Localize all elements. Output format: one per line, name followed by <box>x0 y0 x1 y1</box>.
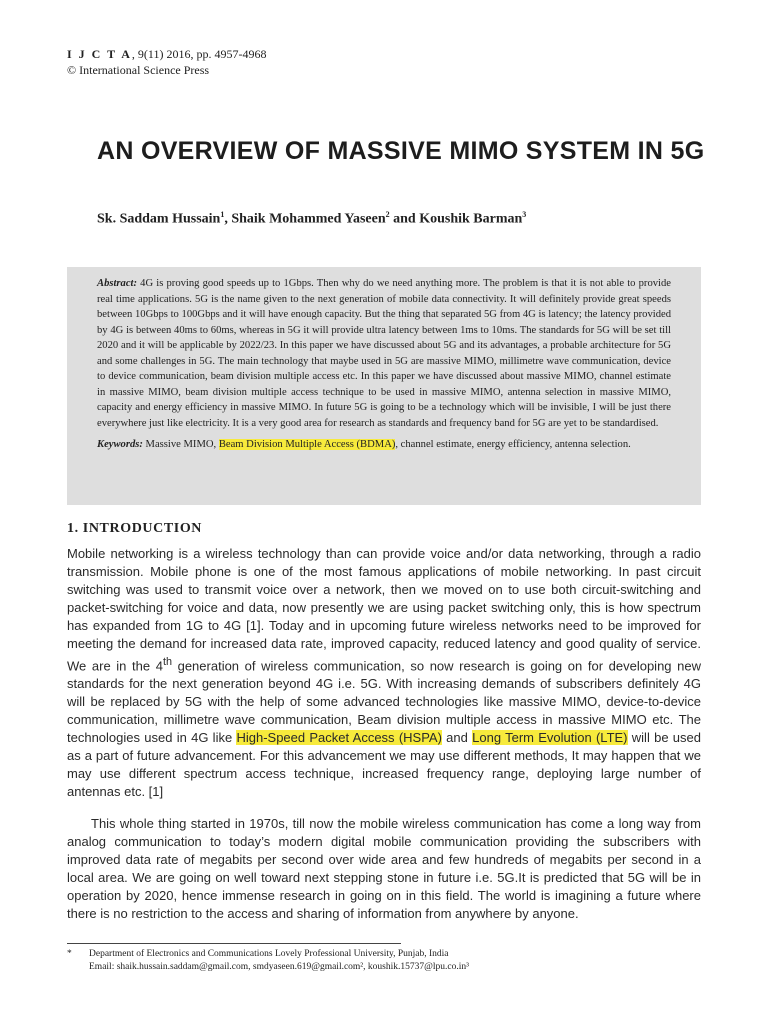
keywords-text: Massive MIMO, <box>142 439 219 450</box>
paragraph-text: and <box>441 730 473 746</box>
footnote-emails: Email: shaik.hussain.saddam@gmail.com, smdyaseen.619@gmail.com², koushik.15737@lpu.co.in³ <box>89 962 469 972</box>
author-2-affil: 2 <box>385 210 390 219</box>
keywords-label: Keywords: <box>97 439 143 450</box>
author-1: Sk. Saddam Hussain <box>97 211 221 227</box>
author-list <box>97 210 526 228</box>
journal-abbr: I J C T A <box>67 47 132 61</box>
paragraph-text: will be used as a part of future advancement. For this advancement we may use different methods, It may happen that we may use different spectrum access technique, increased frequency range, deploying large number of antennas etc. [1] <box>67 730 701 800</box>
citation-text: , 9(11) 2016, pp. 4957-4968 <box>131 47 267 61</box>
ordinal-sup: th <box>162 656 172 668</box>
abstract-label: Abstract: <box>97 278 138 289</box>
journal-citation <box>67 46 266 62</box>
keywords-paragraph <box>97 437 671 453</box>
highlight-lte: Long Term Evolution (LTE) <box>472 730 628 746</box>
abstract-box <box>67 267 701 505</box>
keywords-text: , channel estimate, energy efficiency, antenna selection. <box>395 439 631 450</box>
author-1-affil: 1 <box>220 210 225 219</box>
body-paragraph-2: This whole thing started in 1970s, till now the mobile wireless communication has come a long way from analog communication to today’s modern digital mobile communication providing the subscribers with improved data rate of megabits per second over wide area and few hundreds of megabits per second in a local area. We are going on well toward next stepping stone in future i.e. 5G.It is predicted that 5G will be in operation by 2020, hence immense research in going on in this field. The world is imagining a future where there is no restriction to the access and sharing of information from anywhere by anyone. <box>67 816 701 921</box>
paragraph-text: generation of wireless communication, so now research is going on for developing new standards for the next generation beyond 4G i.e. 5G. With increasing demands of subscribers definitely 4G will be replaced by 5G with the help of some advanced technologies like massive MIMO, device-to-device communication, millimetre wave communication, Beam division multiple access in massive MIMO etc. The technologies used in 4G like <box>67 658 701 746</box>
journal-header <box>67 46 266 78</box>
author-3: Koushik Barman <box>419 211 523 227</box>
abstract-text: 4G is proving good speeds up to 1Gbps. Then why do we need anything more. The problem is that it is not able to provide real time applications. 5G is the name given to the next generation of mobile data connectivity. It will definitely provide great speeds between 10Gbps to 100Gbps and it will have enough capacity. But the thing that separated 5G from 4G is latency; the latency provided by 4G is between 40ms to 60ms, whereas in 5G it will provide ultra latency between 1ms to 10ms. The standards for 5G will be set till 2020 and it will be applicable by 2022/23. In this paper we have discussed about 5G and its advantages, a probable architecture for 5G and some challenges in 5G. The main technology that maybe used in 5G are massive MIMO, millimetre wave communication, device to device communication, beam division multiple access etc. In this paper we have discussed about massive MIMO, channel estimate in massive MIMO, beam division multiple access technique to be used in massive MIMO, antenna selection in massive MIMO, capacity and energy efficiency in massive MIMO. In future 5G is going to be a technology which will be invisible, I will be just there everywhere just like electricity. It is a very good area for research as standards and frequency band for 5G are yet to be standardised. <box>97 278 671 429</box>
keyword-highlight: Beam Division Multiple Access (BDMA) <box>218 439 396 450</box>
section-heading: 1. INTRODUCTION <box>67 521 203 536</box>
body-paragraph-1 <box>67 545 701 801</box>
author-separator: , <box>224 211 232 227</box>
footnote-affiliation: Department of Electronics and Communications Lovely Professional University, Punjab, India <box>89 949 449 959</box>
paper-title: AN OVERVIEW OF MASSIVE MIMO SYSTEM IN 5G <box>97 137 705 165</box>
abstract-paragraph <box>97 276 671 431</box>
footnote-divider <box>67 943 401 944</box>
publisher: © International Science Press <box>67 63 210 77</box>
footnote <box>67 948 701 974</box>
author-2: Shaik Mohammed Yaseen <box>231 211 386 227</box>
author-3-affil: 3 <box>522 210 527 219</box>
footnote-marker: * <box>67 949 72 959</box>
paragraph-text: Mobile networking is a wireless technology than can provide voice and/or data networking, through a radio transmission. Mobile phone is one of the most famous applications of mobile networking. In past circuit switching was used to transmit voice over a network, then we moved on to use both circuit-switching and packet-switching for voice and data, now presently we are using packet switching only, this is how spectrum has expanded from 1G to 4G [1]. Today and in upcoming future wireless networks need to be improved for meeting the demand for increased data rate, improved capacity, reduced latency and good quality of service. We are in the 4 <box>67 546 701 674</box>
highlight-hspa: High-Speed Packet Access (HSPA) <box>236 730 442 746</box>
author-separator: and <box>389 211 420 227</box>
